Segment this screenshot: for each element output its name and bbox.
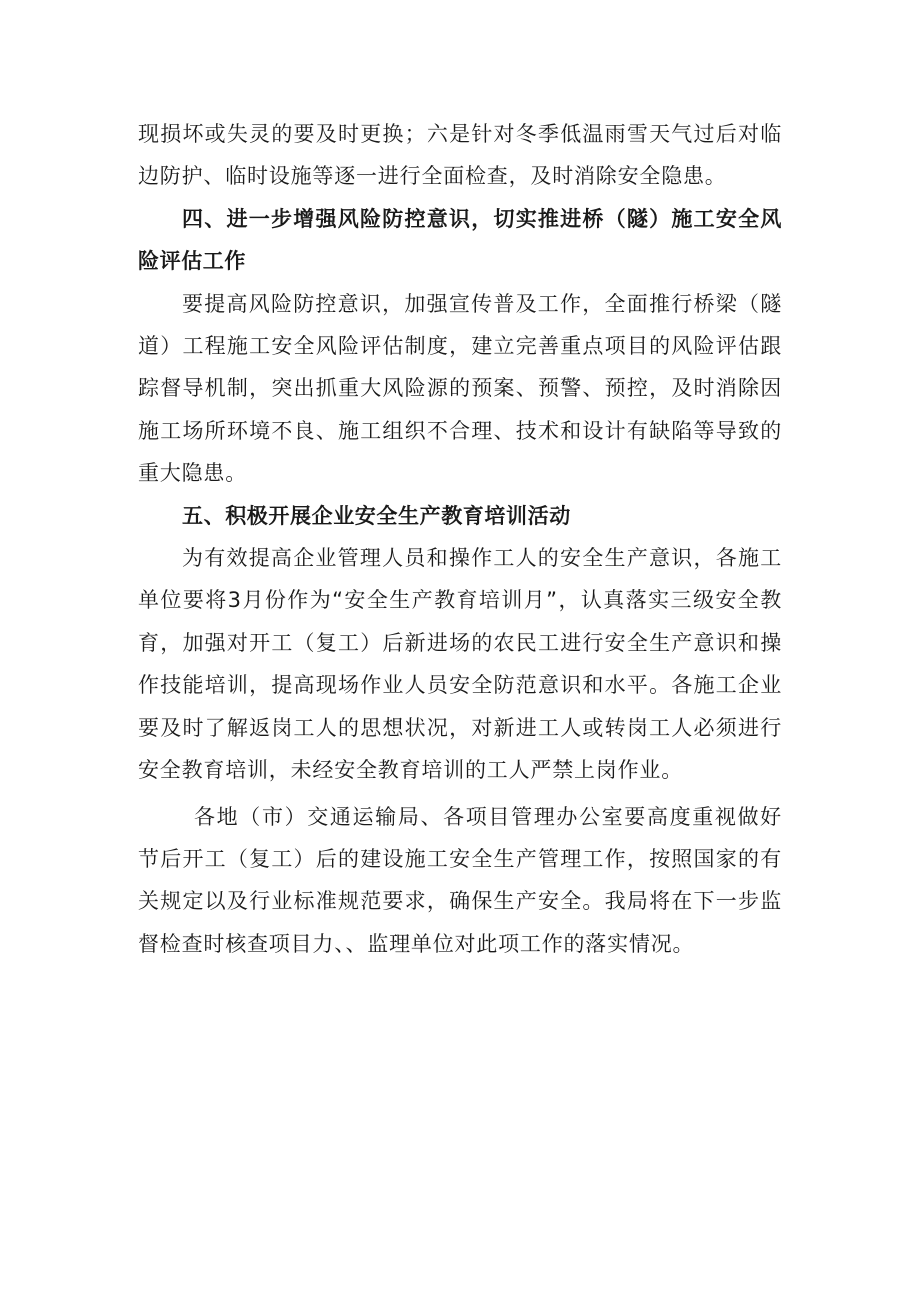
paragraph-safety-training: 为有效提高企业管理人员和操作工人的安全生产意识，各施工单位要将3月份作为“安全生产教育培训月”，认真落实三级安全教育，加强对开工（复工）后新进场的农民工进行安全生产意识和操作技能培训，提高现场作业人员安全防范意识和水平。各施工企业要及时了解返岗工人的思想状况，对新进工人或转岗工人必须进行安全教育培训，未经安全教育培训的工人严禁上岗作业。 <box>138 546 782 783</box>
paragraph-continuation: 现损坏或失灵的要及时更换；六是针对冬季低温雨雪天气过后对临边防护、临时设施等逐一进行全面检查，及时消除安全隐患。 <box>138 122 782 189</box>
section-heading-4: 四、进一步增强风险防控意识，切实推进桥（隧）施工安全风险评估工作 <box>138 206 782 274</box>
paragraph-risk-assessment: 要提高风险防控意识，加强宣传普及工作，全面推行桥梁（隧道）工程施工安全风险评估制度，建立完善重点项目的风险评估跟踪督导机制，突出抓重大风险源的预案、预警、预控，及时消除因施工场所环境不良、施工组织不合理、技术和设计有缺陷等导致的重大隐患。 <box>138 291 782 486</box>
document-body <box>138 113 782 965</box>
paragraph-closing: 各地（市）交通运输局、各项目管理办公室要高度重视做好节后开工（复工）后的建设施工安全生产管理工作，按照国家的有关规定以及行业标准规范要求，确保生产安全。我局将在下一步监督检查时核查项目力、、监理单位对此项工作的落实情况。 <box>138 804 782 956</box>
section-heading-5: 五、积极开展企业安全生产教育培训活动 <box>182 503 571 528</box>
